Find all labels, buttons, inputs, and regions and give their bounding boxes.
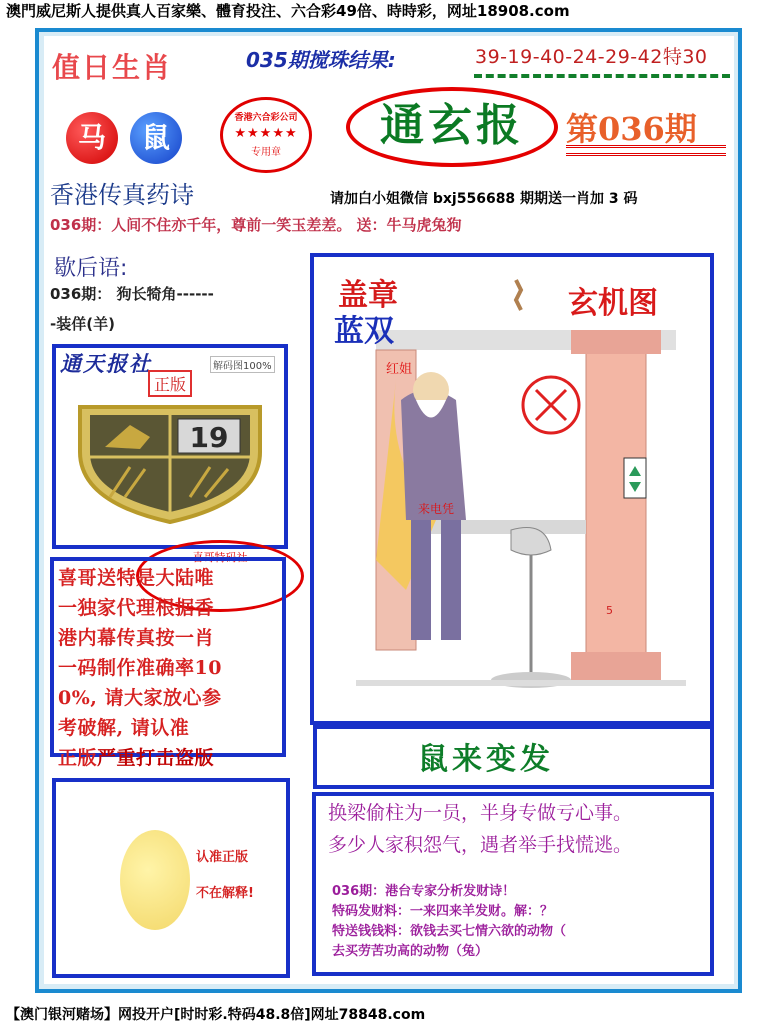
- gaizhang-label: 盖章: [338, 278, 398, 313]
- seal-stars: ★★★★★: [234, 126, 298, 141]
- hongjie-label: 红姐: [386, 362, 413, 377]
- issue-poem: 036期：人间不住亦千年，尊前一笑玉差差。 送：牛马虎兔狗: [50, 216, 462, 234]
- notice-line-last: [58, 743, 280, 773]
- notice-line: 0%, 请大家放心参: [58, 687, 222, 709]
- poem-note-3: 特送钱钱料：欲钱去买七情六欲的动物（: [332, 924, 567, 939]
- xiehouyu-line-1: 036期： 狗长犄角------: [50, 285, 214, 303]
- zhiri-label: 值日生肖: [52, 51, 173, 84]
- poem-note-4: 去买劳苦功高的动物（兔）: [332, 944, 489, 959]
- seal-use-label: 专用章: [251, 147, 281, 158]
- poem-line-2: 多少人家积怨气，遇者举手找慌逃。: [328, 834, 633, 856]
- xuanjitu-label: 玄机图: [568, 286, 658, 321]
- lanshuang-label: 蓝双: [334, 314, 394, 349]
- poem-note-2: 特码发财料：一来四来羊发财。解：？: [332, 904, 554, 919]
- company-seal: [220, 97, 312, 173]
- issue-number: 第036期: [566, 110, 697, 148]
- picture-caption: 鼠来变发: [418, 742, 554, 777]
- poem-line-1: 换梁偷柱为一员，半身专做亏心事。: [328, 802, 633, 824]
- notice-line: 考破解, 请认准: [58, 717, 190, 739]
- xige-stamp: 喜哥特码社: [136, 540, 304, 612]
- zodiac-rat-badge: 鼠: [130, 112, 182, 164]
- notice-line: 一独家代理根据香: [58, 597, 215, 619]
- divider-dashed: [474, 74, 730, 78]
- xiehouyu-label: 歇后语:: [54, 256, 128, 281]
- zodiac-horse-badge: 马: [66, 112, 118, 164]
- fax-poem-title: 香港传真药诗: [50, 181, 194, 209]
- issue-underline: [566, 145, 726, 148]
- draw-result-numbers: 39-19-40-24-29-42特30: [475, 46, 708, 68]
- tongtian-title: 通天报社: [60, 351, 152, 376]
- notice-line: 喜哥送特是大陆唯: [58, 567, 215, 589]
- poem-note-1: 036期：港台专家分析发财诗！: [332, 884, 516, 899]
- zhengban-label: 正版: [148, 370, 192, 397]
- tongtian-sub: 解码图100%: [210, 356, 275, 373]
- paper-title: 通玄报: [346, 87, 558, 167]
- notice-text: [58, 563, 280, 773]
- wechat-note: 请加白小姐微信 bxj556688 期期送一肖加 3 码: [330, 191, 638, 207]
- issue-underline-2: [566, 153, 726, 156]
- yellow-figure-icon: [120, 830, 190, 930]
- notice-line: 港内幕传真按一肖: [58, 627, 215, 649]
- laidian-label: 来电凭: [418, 502, 455, 516]
- top-ad-banner[interactable]: 澳門威尼斯人提供真人百家樂、體育投注、六合彩49倍、時時彩，网址18908.com: [6, 2, 570, 20]
- notice-zhengban: 正版: [58, 747, 98, 769]
- draw-result-label: 035期搅珠结果:: [246, 48, 396, 72]
- picture-number: 5: [606, 604, 613, 617]
- shield-badge-icon: [70, 397, 270, 527]
- verify-line-1: 认准正版: [196, 850, 249, 865]
- bottom-ad-banner[interactable]: 【澳门银河赌场】网投开户[时时彩.特码48.8倍]网址78848.com: [6, 1007, 426, 1023]
- badge-number: 19: [189, 421, 229, 454]
- notice-anti-piracy: 严重打击盗版: [97, 747, 215, 769]
- xiehouyu-line-2: -装佯(羊): [50, 315, 115, 333]
- notice-line: 一码制作准确率10: [58, 657, 222, 679]
- seal-company-name: 香港六合彩公司: [234, 113, 298, 123]
- verify-line-2: 不在解释!: [196, 886, 254, 901]
